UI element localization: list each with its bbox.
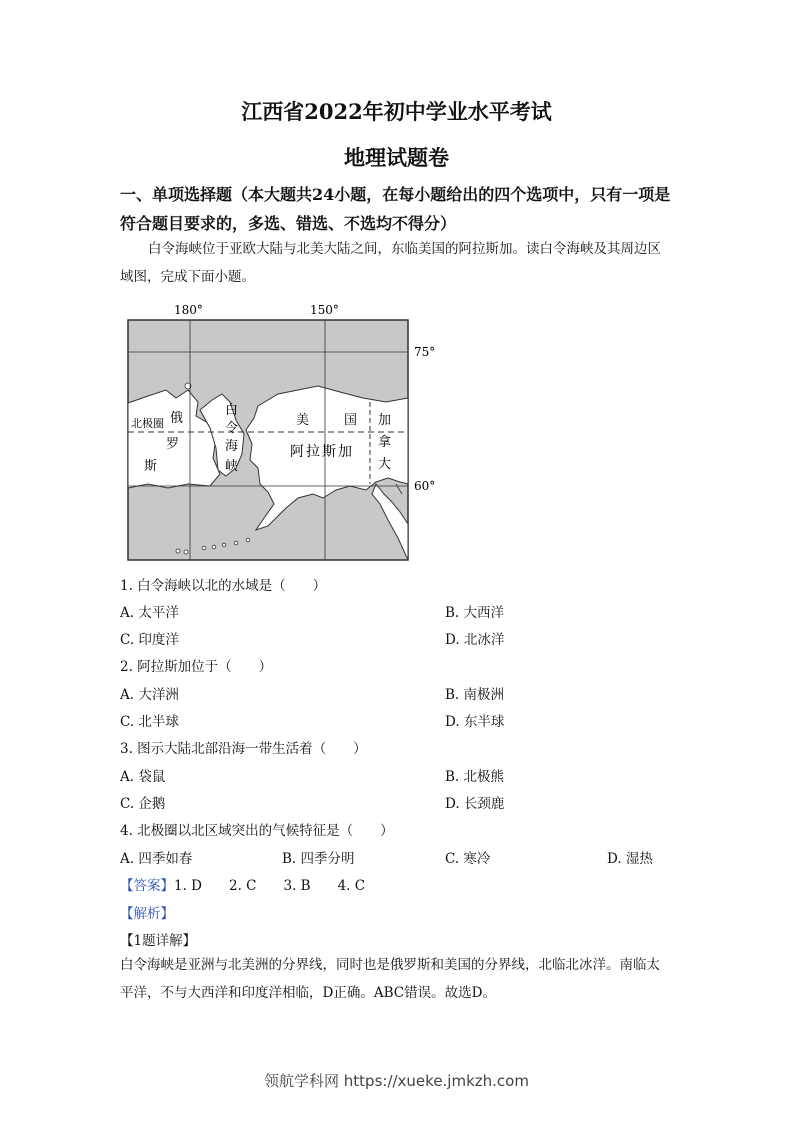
intro-line2: 域图，完成下面小题。 [120, 269, 255, 285]
q1-option-c: C. 印度洋 [120, 632, 179, 648]
q1-option-a: A. 太平洋 [120, 605, 179, 621]
bering-label-3: 海 [225, 439, 239, 454]
detail-label: 【1题详解】 [120, 933, 197, 949]
answer-row [120, 874, 365, 894]
q1-option-b: B. 大西洋 [445, 605, 505, 621]
usa-label-2: 国 [344, 413, 358, 428]
section-heading-line1: 一、单项选择题（本大题共24小题，在每小题给出的四个选项中，只有一项是 [120, 185, 671, 204]
q4-option-d: D. 湿热 [607, 851, 653, 867]
q2-option-b: B. 南极洲 [445, 687, 505, 703]
question-4-stem: 4. 北极圈以北区域突出的气候特征是（ ） [120, 823, 394, 839]
intro-line1: 白令海峡位于亚欧大陆与北美大陆之间，东临美国的阿拉斯加。读白令海峡及其周边区 [148, 241, 661, 257]
q3-option-a: A. 袋鼠 [120, 769, 166, 785]
section-heading-line2: 符合题目要求的，多选、错选、不选均不得分） [120, 214, 457, 233]
analysis-line2: 平洋，不与大西洋和印度洋相临，D正确。ABC错误。故选D。 [120, 985, 496, 1001]
exam-title: 江西省2022年初中学业水平考试 [241, 99, 552, 124]
answer-label: 【答案】 [120, 878, 174, 894]
arctic-circle-label: 北极圈 [131, 417, 164, 430]
exam-subtitle: 地理试题卷 [344, 145, 449, 170]
question-3-stem: 3. 图示大陆北部沿海一带生活着（ ） [120, 741, 367, 757]
question-1-stem: 1. 白令海峡以北的水域是（ ） [120, 578, 327, 594]
q4-option-c: C. 寒冷 [445, 851, 491, 867]
russia-label-2: 罗 [166, 437, 180, 452]
q4-option-a: A. 四季如春 [120, 851, 193, 867]
alaska-label: 阿拉斯加 [290, 444, 354, 460]
bering-label-4: 峡 [225, 459, 239, 474]
bering-label-1: 白 [225, 403, 239, 418]
lon-180-label: 180° [174, 303, 203, 317]
lon-150-label: 150° [310, 303, 339, 317]
question-2-stem: 2. 阿拉斯加位于（ ） [120, 659, 273, 675]
bering-label-2: 令 [225, 421, 239, 436]
q1-option-d: D. 北冰洋 [445, 632, 505, 648]
answer-values: 1. D 2. C 3. B 4. C [174, 878, 366, 894]
analysis-label: 【解析】 [120, 906, 174, 922]
analysis-line1: 白令海峡是亚洲与北美洲的分界线，同时也是俄罗斯和美国的分界线，北临北冰洋。南临太 [120, 957, 660, 973]
q2-option-a: A. 大洋洲 [120, 687, 179, 703]
q3-option-d: D. 长颈鹿 [445, 796, 505, 812]
q3-option-b: B. 北极熊 [445, 769, 505, 785]
lat-75-label: 75° [414, 345, 436, 359]
canada-label-1: 加 [378, 413, 392, 428]
canada-label-2: 拿 [378, 435, 392, 450]
footer-watermark: 领航学科网 https://xueke.jmkzh.com [264, 1072, 529, 1090]
bering-strait-map [118, 298, 448, 563]
russia-label-3: 斯 [144, 459, 158, 474]
lat-60-label: 60° [414, 479, 436, 493]
q4-option-b: B. 四季分明 [282, 851, 355, 867]
usa-label-1: 美 [296, 413, 310, 428]
q3-option-c: C. 企鹅 [120, 796, 166, 812]
russia-label-1: 俄 [170, 411, 184, 426]
canada-label-3: 大 [378, 457, 392, 472]
q2-option-d: D. 东半球 [445, 714, 505, 730]
q2-option-c: C. 北半球 [120, 714, 179, 730]
